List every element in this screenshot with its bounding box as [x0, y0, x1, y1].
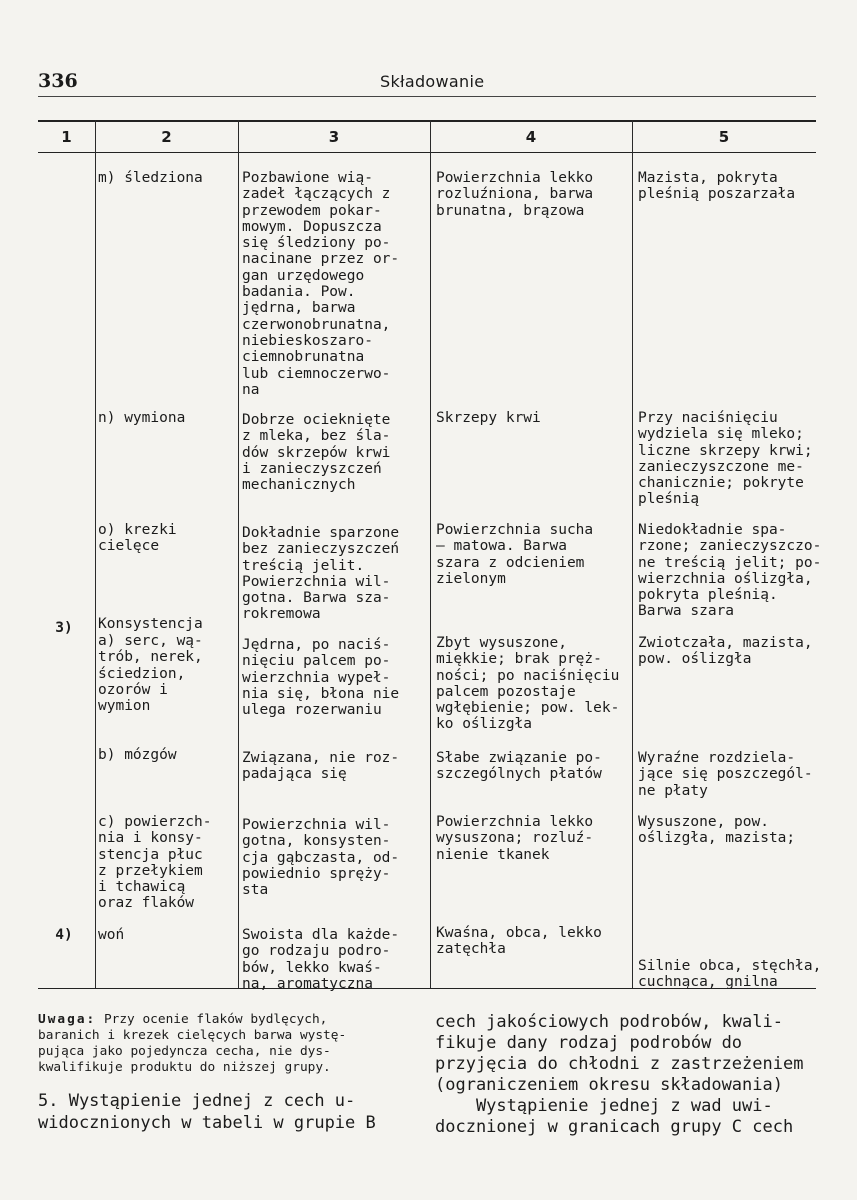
table-cell: a) serc, wą- trób, nerek, ściedzion, ozorów i wymion — [98, 633, 203, 715]
table-cell: Powierzchnia lekko rozluźniona, barwa brunatna, brązowa — [436, 170, 594, 219]
table-cell: Wysuszone, pow. oślizgła, mazista; — [638, 814, 796, 847]
column-divider — [95, 120, 96, 988]
table-cell: 4) — [55, 927, 73, 943]
table-cell: woń — [98, 927, 125, 943]
table-cell: b) mózgów — [98, 747, 177, 763]
paragraph-5: 5. Wystąpienie jednej z cech u- widocznionych w tabeli w grupie B — [38, 1091, 376, 1133]
table-cell: Pozbawione wią- zadeł łączących z przewodem pokar- mowym. Dopuszcza się śledziony po- nacinane przez or- gan urzędowego badania. Pow. jędrna, barwa czerwonobrunatna, niebieskoszaro- ciemnobrunatna lub ciemnoczerwo- na — [242, 170, 400, 398]
page-number: 336 — [38, 70, 78, 92]
column-divider — [238, 120, 239, 988]
table-cell: Zbyt wysuszone, miękkie; brak pręż- ności; po naciśnięciu palcem pozostaje wgłębienie; pow. lek- ko oślizgła — [436, 635, 620, 733]
table-cell: Słabe związanie po- szczególnych płatów — [436, 750, 602, 783]
table-cell: m) śledziona — [98, 170, 203, 186]
table-top-rule — [38, 120, 816, 122]
table-cell: n) wymiona — [98, 410, 186, 426]
table-header-rule — [38, 152, 816, 153]
column-divider — [632, 120, 633, 988]
column-header-4: 4 — [525, 128, 537, 146]
table-cell: 3) — [55, 620, 73, 636]
table-cell: Konsystencja — [98, 616, 203, 632]
table-cell: Silnie obca, stęchła, cuchnąca, gnilna — [638, 958, 822, 991]
column-header-5: 5 — [718, 128, 730, 146]
table-cell: Dobrze ocieknięte z mleka, bez śla- dów skrzepów krwi i zanieczyszczeń mechanicznych — [242, 412, 391, 494]
footnote-label: Uwaga: — [38, 1012, 97, 1027]
table-cell: Powierzchnia lekko wysuszona; rozluź- nienie tkanek — [436, 814, 594, 863]
column-header-3: 3 — [328, 128, 340, 146]
column-header-2: 2 — [161, 128, 172, 146]
header-rule — [38, 96, 816, 97]
table-cell: Niedokładnie spa- rzone; zanieczyszczo- ne treścią jelit; po- wierzchnia oślizgła, pokryta pleśnią. Barwa szara — [638, 522, 822, 620]
table-cell: Zwiotczała, mazista, pow. oślizgła — [638, 635, 813, 668]
running-head: Składowanie — [380, 72, 485, 91]
table-footnote — [38, 1012, 411, 1076]
table-cell: Kwaśna, obca, lekko zatęchła — [436, 925, 602, 958]
column-divider — [430, 120, 431, 988]
table-cell: Przy naciśnięciu wydziela się mleko; liczne skrzepy krwi; zanieczyszczone me- chanicznie; pokryte pleśnią — [638, 410, 813, 508]
column-header-1: 1 — [61, 128, 72, 146]
table-cell: Powierzchnia wil- gotna, konsysten- cja gąbczasta, od- powiednio spręży- sta — [242, 817, 400, 899]
table-cell: Dokładnie sparzone bez zanieczyszczeń treścią jelit. Powierzchnia wil- gotna. Barwa sza- rokremowa — [242, 525, 400, 623]
table-cell: o) krezki cielęce — [98, 522, 177, 555]
table-cell: Swoista dla każde- go rodzaju podro- bów, lekko kwaś- na, aromatyczna — [242, 927, 400, 992]
right-column-text: cech jakościowych podrobów, kwali- fikuje dany rodzaj podrobów do przyjęcia do chłodni z zastrzeżeniem (ograniczeniem okresu składowania) Wystąpienie jednej z wad uwi- docznionej w granicach grupy C cech — [435, 1012, 804, 1137]
table-cell: Skrzepy krwi — [436, 410, 541, 426]
table-cell: Jędrna, po naciś- nięciu palcem po- wierzchnia wypeł- nia się, błona nie ulega rozerwaniu — [242, 637, 400, 719]
assessment-table — [38, 120, 822, 992]
table-cell: c) powierzch- nia i konsy- stencja płuc z przełykiem i tchawicą oraz flaków — [98, 814, 212, 912]
footnote-text: Przy ocenie flaków bydlęcych, baranich i krezek cielęcych barwa wystę- pująca jako pojedyncza cecha, nie dys- kwalifikuje produktu do niższej grupy. — [38, 1012, 347, 1075]
table-cell: Związana, nie roz- padająca się — [242, 750, 400, 783]
table-cell: Wyraźne rozdziela- jące się poszczegól- ne płaty — [638, 750, 813, 799]
table-cell: Mazista, pokryta pleśnią poszarzała — [638, 170, 796, 203]
table-cell: Powierzchnia sucha — matowa. Barwa szara z odcieniem zielonym — [436, 522, 594, 587]
